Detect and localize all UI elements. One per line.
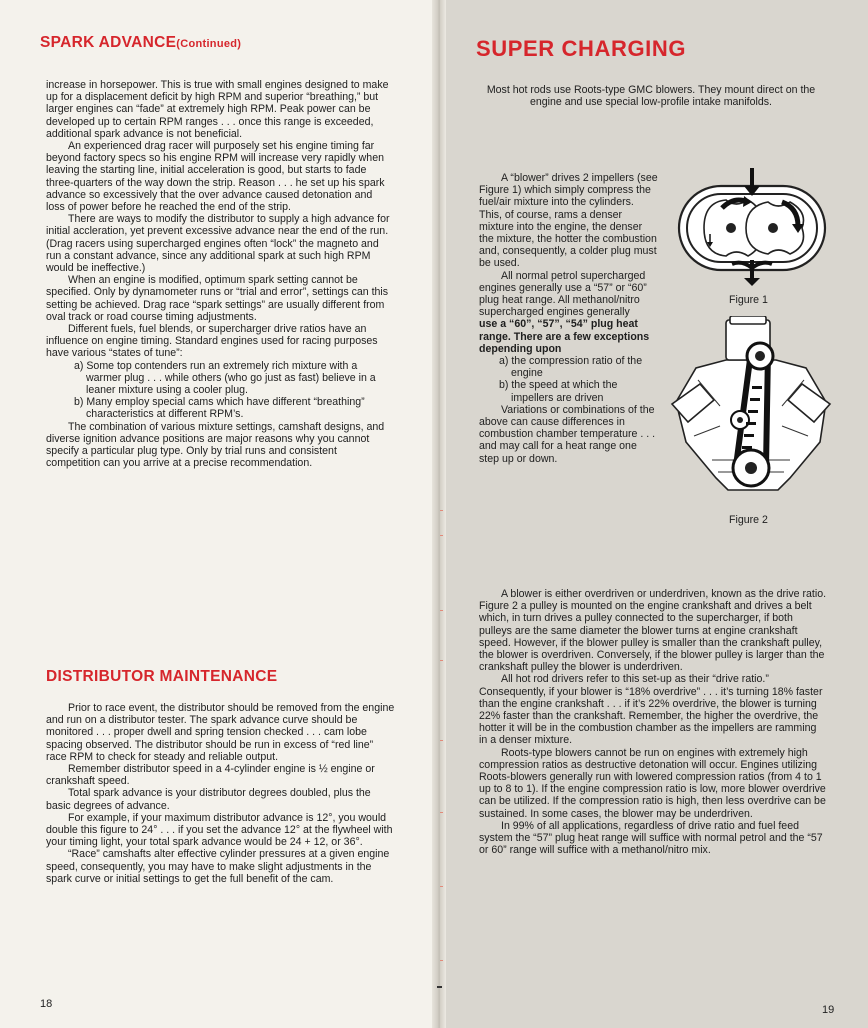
super-charging-heading: SUPER CHARGING [476, 36, 687, 61]
paragraph: An experienced drag racer will purposely set his engine timing far beyond factory specs so his engine RPM will increase very rapidly when leaving the starting line, initial acceleration is good, but starts to fade three-quarters of the way down the strip. Reason . . . he set up his spark advance so excessively that the over advance caused detonation and loss of power before he reached the end of the strip. [46, 140, 385, 214]
distributor-maintenance-heading: DISTRIBUTOR MAINTENANCE [46, 668, 278, 685]
page-number-right: 19 [822, 1004, 835, 1016]
paragraph: In 99% of all applications, regardless of drive ratio and fuel feed system the “57” plug heat range will suffice with normal petrol and the “57 or 60” range will suffice with a methanol/nitro mix. [479, 819, 823, 857]
paragraph: Different fuels, fuel blends, or supercharger drive ratios have an influence on engine timing. Standard engines used for racing purposes have various “states of tune”: [46, 323, 378, 360]
paragraph: Remember distributor speed in a 4-cylinder engine is ½ engine or crankshaft speed. [46, 763, 375, 788]
paragraph: There are ways to modify the distributor to supply a high advance for initial accleration, yet prevent excessive advance near the end of the run. (Drag racers using supercharged engines often “lock” the magneto and run a constant advance, since any additional spark at such high RPM would be ineffective.) [46, 213, 390, 275]
list-item: b) the speed at which the impellers are driven [499, 379, 618, 404]
list-item: b) Many employ special cams which have different “breathing” characteristics at different RPM’s. [74, 396, 365, 421]
spark-advance-continued: (Continued) [176, 38, 242, 50]
spark-advance-title: SPARK ADVANCE [40, 34, 177, 51]
list-item: a) Some top contenders run an extremely rich mixture with a warmer plug . . . while others (who go just as fast) believe in a leaner mixture using a cooler plug. [74, 359, 376, 397]
super-charging-intro: Most hot rods use Roots-type GMC blowers. They mount direct on the engine and use special low-profile intake manifolds. [486, 84, 816, 109]
paragraph: When an engine is modified, optimum spark setting cannot be specified. Only by dynamometer runs or “trial and error”, settings can this setting be achieved. Drag race “spark settings” are usually different from oval track or road course timing adjustments. [46, 274, 389, 323]
right-page [440, 0, 868, 1028]
paragraph: Variations or combinations of the above can cause differences in combustion chamber temperature . . . and may call for a heat range one step up or down. [479, 403, 656, 465]
paragraph: Roots-type blowers cannot be run on engines with extremely high compression ratios as destructive detonation will occur. Engines utilizing Roots-blowers generally run with lowered compression ratios (from 4 to 1 up to 8 to 1). If the engine compression ratio is low, more blower overdrive can be utilized. If the compression ratio is high, then less overdrive can be sustained. In some cases, the blower may be underdriven. [479, 746, 826, 820]
drive-ratio-body [479, 588, 827, 856]
spark-advance-heading [40, 34, 241, 52]
paragraph: The combination of various mixture settings, camshaft designs, and diverse ignition advance positions are major reasons why you cannot specify a particular plug type. Only by trial runs and consistent competition can you arrive at a precise recommendation. [46, 420, 385, 470]
list-item: a) the compression ratio of the engine [499, 355, 643, 380]
distributor-maintenance-body [46, 702, 396, 885]
paragraph: Prior to race event, the distributor should be removed from the engine and run on a distributor tester. The spark advance curve should be monitored . . . proper dwell and spring tension checked . . . cam lobe spacing observed. The distributor should be run in excess of “red line” race RPM to check for steady and reliable output. [46, 702, 395, 763]
figure-2-caption: Figure 2 [729, 514, 768, 526]
engine-pulley-diagram [668, 316, 834, 504]
paragraph: All hot rod drivers refer to this set-up as their “drive ratio.” Consequently, if your blower is “18% overdrive” . . . it’s turning 18% faster than the engine crankshaft . . . if it’s 22% overdrive, the blower is turning 22% faster than the crankshaft. Remember, the higher the overdrive, the hotter it will be in the combustion chamber as the impellers are ramming in a denser mixture. [479, 673, 823, 747]
page-number-left: 18 [40, 998, 53, 1010]
paragraph: use a “60”, “57”, “54” plug heat range. There are a few exceptions depending upon [479, 318, 650, 355]
figure-1-caption: Figure 1 [729, 294, 768, 306]
paragraph: A “blower” drives 2 impellers (see Figure 1) which simply compress the fuel/air mixture into the cylinders. This, of course, rams a denser mixture into the engine, the denser the mixture, the hotter the combustion and, consequently, a colder plug must be used. [479, 172, 658, 270]
spark-advance-body [46, 79, 392, 470]
paragraph: increase in horsepower. This is true with small engines designed to make up for a displacement deficit by high RPM and superior “breathing,” but larger engines can “fade” at extremely high RPM. Peak power can be developed up to certain RPM ranges . . . once this range is exceeded, additional spark advance is not beneficial. [46, 79, 389, 140]
paragraph: All normal petrol supercharged engines generally use a “57” or “60” plug heat range. All methanol/nitro supercharged engines generally [479, 269, 647, 319]
paragraph: Total spark advance is your distributor degrees doubled, plus the basic degrees of advance. [46, 787, 371, 812]
paragraph: A blower is either overdriven or underdriven, known as the drive ratio. Figure 2 a pulley is mounted on the engine crankshaft and drives a belt which, in turn drives a pulley connected to the supercharger, if both pulleys are the same diameter the blower turns at engine crankshaft speed. However, if the blower pulley is smaller than the crankshaft pulley, the blower is overdriven. Conversely, if the blower pulley is larger than the crankshaft pulley the blower is underdriven. [479, 588, 827, 674]
paragraph: “Race” camshafts alter effective cylinder pressures at a given engine speed, consequently, you may have to make slight adjustments in the spark curve or initial settings to get the full benefit of the cam. [46, 848, 390, 885]
blower-impeller-diagram [676, 168, 828, 286]
paragraph: For example, if your maximum distributor advance is 12°, you would double this figure to 24° . . . if you set the advance 12° at the flywheel with your timing light, your total spark advance would be 24 + 12, or 36°. [46, 811, 393, 849]
blower-body [479, 172, 659, 465]
